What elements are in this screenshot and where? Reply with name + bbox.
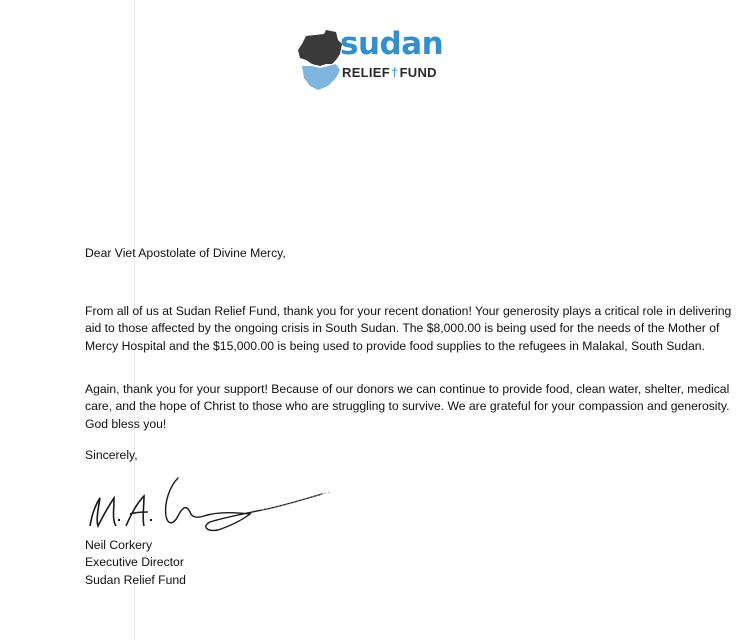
logo-tagline: [342, 64, 437, 82]
closing: Sincerely,: [85, 448, 138, 462]
logo-tagline-left: RELIEF: [342, 65, 391, 80]
sudan-relief-fund-logo: [296, 26, 444, 98]
signature-block: [85, 537, 186, 589]
salutation: Dear Viet Apostolate of Divine Mercy,: [85, 246, 286, 260]
handwritten-signature: [82, 468, 342, 538]
logo-wordmark: sudan: [340, 26, 444, 62]
signatory-name: Neil Corkery: [85, 538, 153, 552]
sudan-map-icon: [296, 30, 344, 94]
signatory-organization: Sudan Relief Fund: [85, 572, 186, 587]
signatory-title: Executive Director: [85, 555, 184, 570]
paragraph-donation-thanks: From all of us at Sudan Relief Fund, thank you for your recent donation! Your generosity plays a critical role in delivering aid to those affected by the ongoing crisis in South Sudan. The $8,000.00 is being used for the needs of the Mother of Mercy Hospital and the $15,000.00 is being used to provide food supplies to the refugees in Malakal, South Sudan.: [85, 304, 732, 353]
cross-icon: †: [391, 65, 399, 80]
paragraph-closing-thanks: Again, thank you for your support! Because of our donors we can continue to provide food, clean water, shelter, medical care, and the hope of Christ to those who are struggling to survive. We are grateful for your compassion and generosity. God bless you!: [85, 382, 730, 431]
logo-tagline-right: FUND: [399, 65, 437, 80]
